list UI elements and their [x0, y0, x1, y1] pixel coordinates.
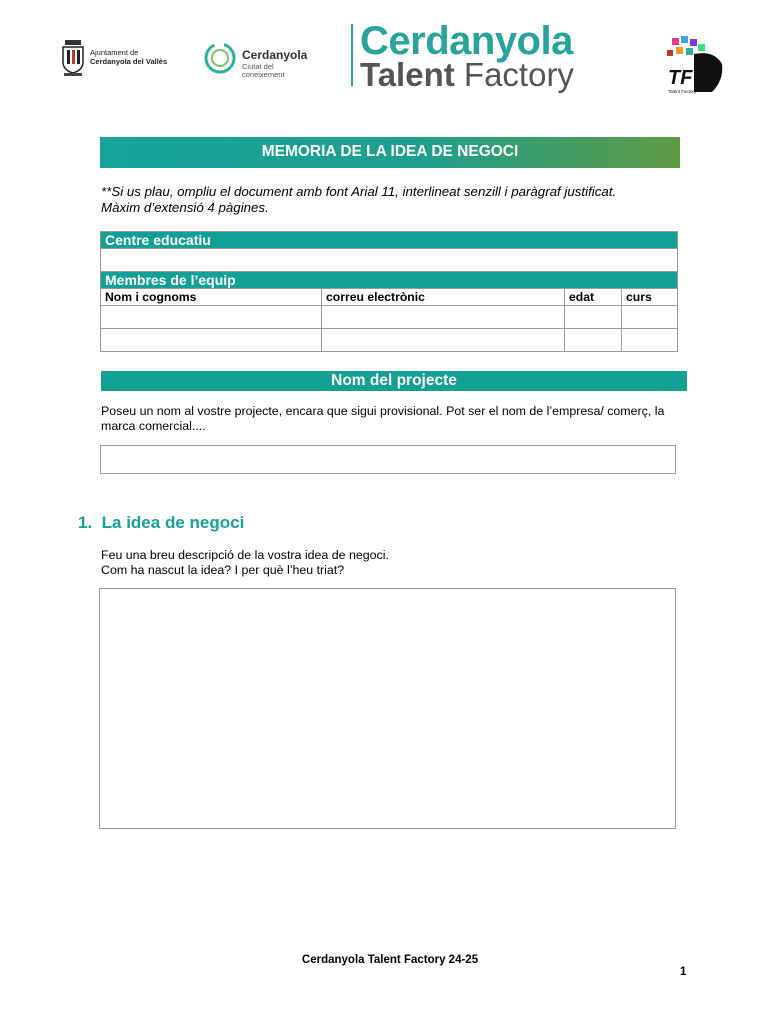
idea-instruction-line1: Feu una breu descripció de la vostra idea de negoci.	[101, 548, 389, 562]
ciutat-circle-icon	[202, 40, 238, 76]
member-age-cell[interactable]	[565, 329, 622, 352]
idea-instruction	[101, 548, 691, 578]
table-row	[101, 306, 678, 329]
member-email-cell[interactable]	[322, 329, 565, 352]
idea-heading	[78, 513, 244, 533]
ajuntament-logo	[60, 38, 180, 78]
ciutat-sub-line2: coneixement	[242, 70, 285, 79]
formatting-note	[101, 184, 691, 216]
note-line1: **Si us plau, ompliu el document amb font Arial 11, interlineat senzill i paràgraf justificat.	[101, 184, 617, 199]
note-line2: Màxim d’extensió 4 pàgines.	[101, 200, 269, 215]
page-footer: Cerdanyola Talent Factory 24-25	[301, 954, 479, 966]
document-title: MEMORIA DE LA IDEA DE NEGOCI	[100, 137, 680, 168]
ctf-logo-divider	[351, 24, 353, 86]
project-instruction: Poseu un nom al vostre projecte, encara que sigui provisional. Pot ser el nom de l’empresa/ comerç, la marca comercial....	[101, 404, 665, 433]
member-name-cell[interactable]	[101, 329, 322, 352]
ciutat-name: Cerdanyola	[242, 48, 308, 62]
tf-caption-text: Talent Factory	[668, 89, 697, 94]
col-header-name: Nom i cognoms	[101, 289, 322, 306]
col-header-age: edat	[565, 289, 622, 306]
project-name-field[interactable]	[100, 445, 676, 474]
ctf-logo-line2	[360, 56, 574, 94]
table-row	[101, 329, 678, 352]
ajuntament-line2: Cerdanyola del Vallès	[90, 57, 168, 66]
tf-mark-text: TF	[668, 67, 693, 89]
project-section-title: Nom del projecte	[101, 371, 687, 391]
talent-factory-tf-logo	[664, 36, 726, 96]
centre-label: Centre educatiu	[101, 232, 678, 249]
idea-description-field[interactable]	[99, 588, 676, 829]
ciutat-sub-line1: Ciutat del	[242, 62, 274, 71]
member-name-cell[interactable]	[101, 306, 322, 329]
members-label: Membres de l’equip	[101, 272, 678, 289]
member-course-cell[interactable]	[622, 329, 678, 352]
coat-of-arms-icon	[60, 38, 86, 76]
ajuntament-line1: Ajuntament de	[90, 48, 139, 57]
idea-heading-number: 1.	[78, 513, 93, 532]
page-number: 1	[680, 966, 687, 978]
idea-heading-text: La idea de negoci	[101, 513, 245, 532]
ajuntament-text	[90, 48, 167, 66]
ctf-logo-talent: Talent	[360, 56, 455, 93]
ciutat-coneixement-logo	[202, 40, 322, 80]
members-column-headers	[101, 289, 678, 306]
member-course-cell[interactable]	[622, 306, 678, 329]
col-header-email: correu electrònic	[322, 289, 565, 306]
centre-value-field[interactable]	[101, 249, 678, 272]
member-age-cell[interactable]	[565, 306, 622, 329]
member-email-cell[interactable]	[322, 306, 565, 329]
col-header-course: curs	[622, 289, 678, 306]
ctf-logo-factory: Factory	[463, 56, 574, 93]
ctf-logo-line1: Cerdanyola	[360, 19, 573, 63]
ciutat-subtitle	[242, 63, 285, 79]
team-table	[100, 231, 678, 352]
idea-instruction-line2: Com ha nascut la idea? I per què l’heu triat?	[101, 563, 345, 577]
